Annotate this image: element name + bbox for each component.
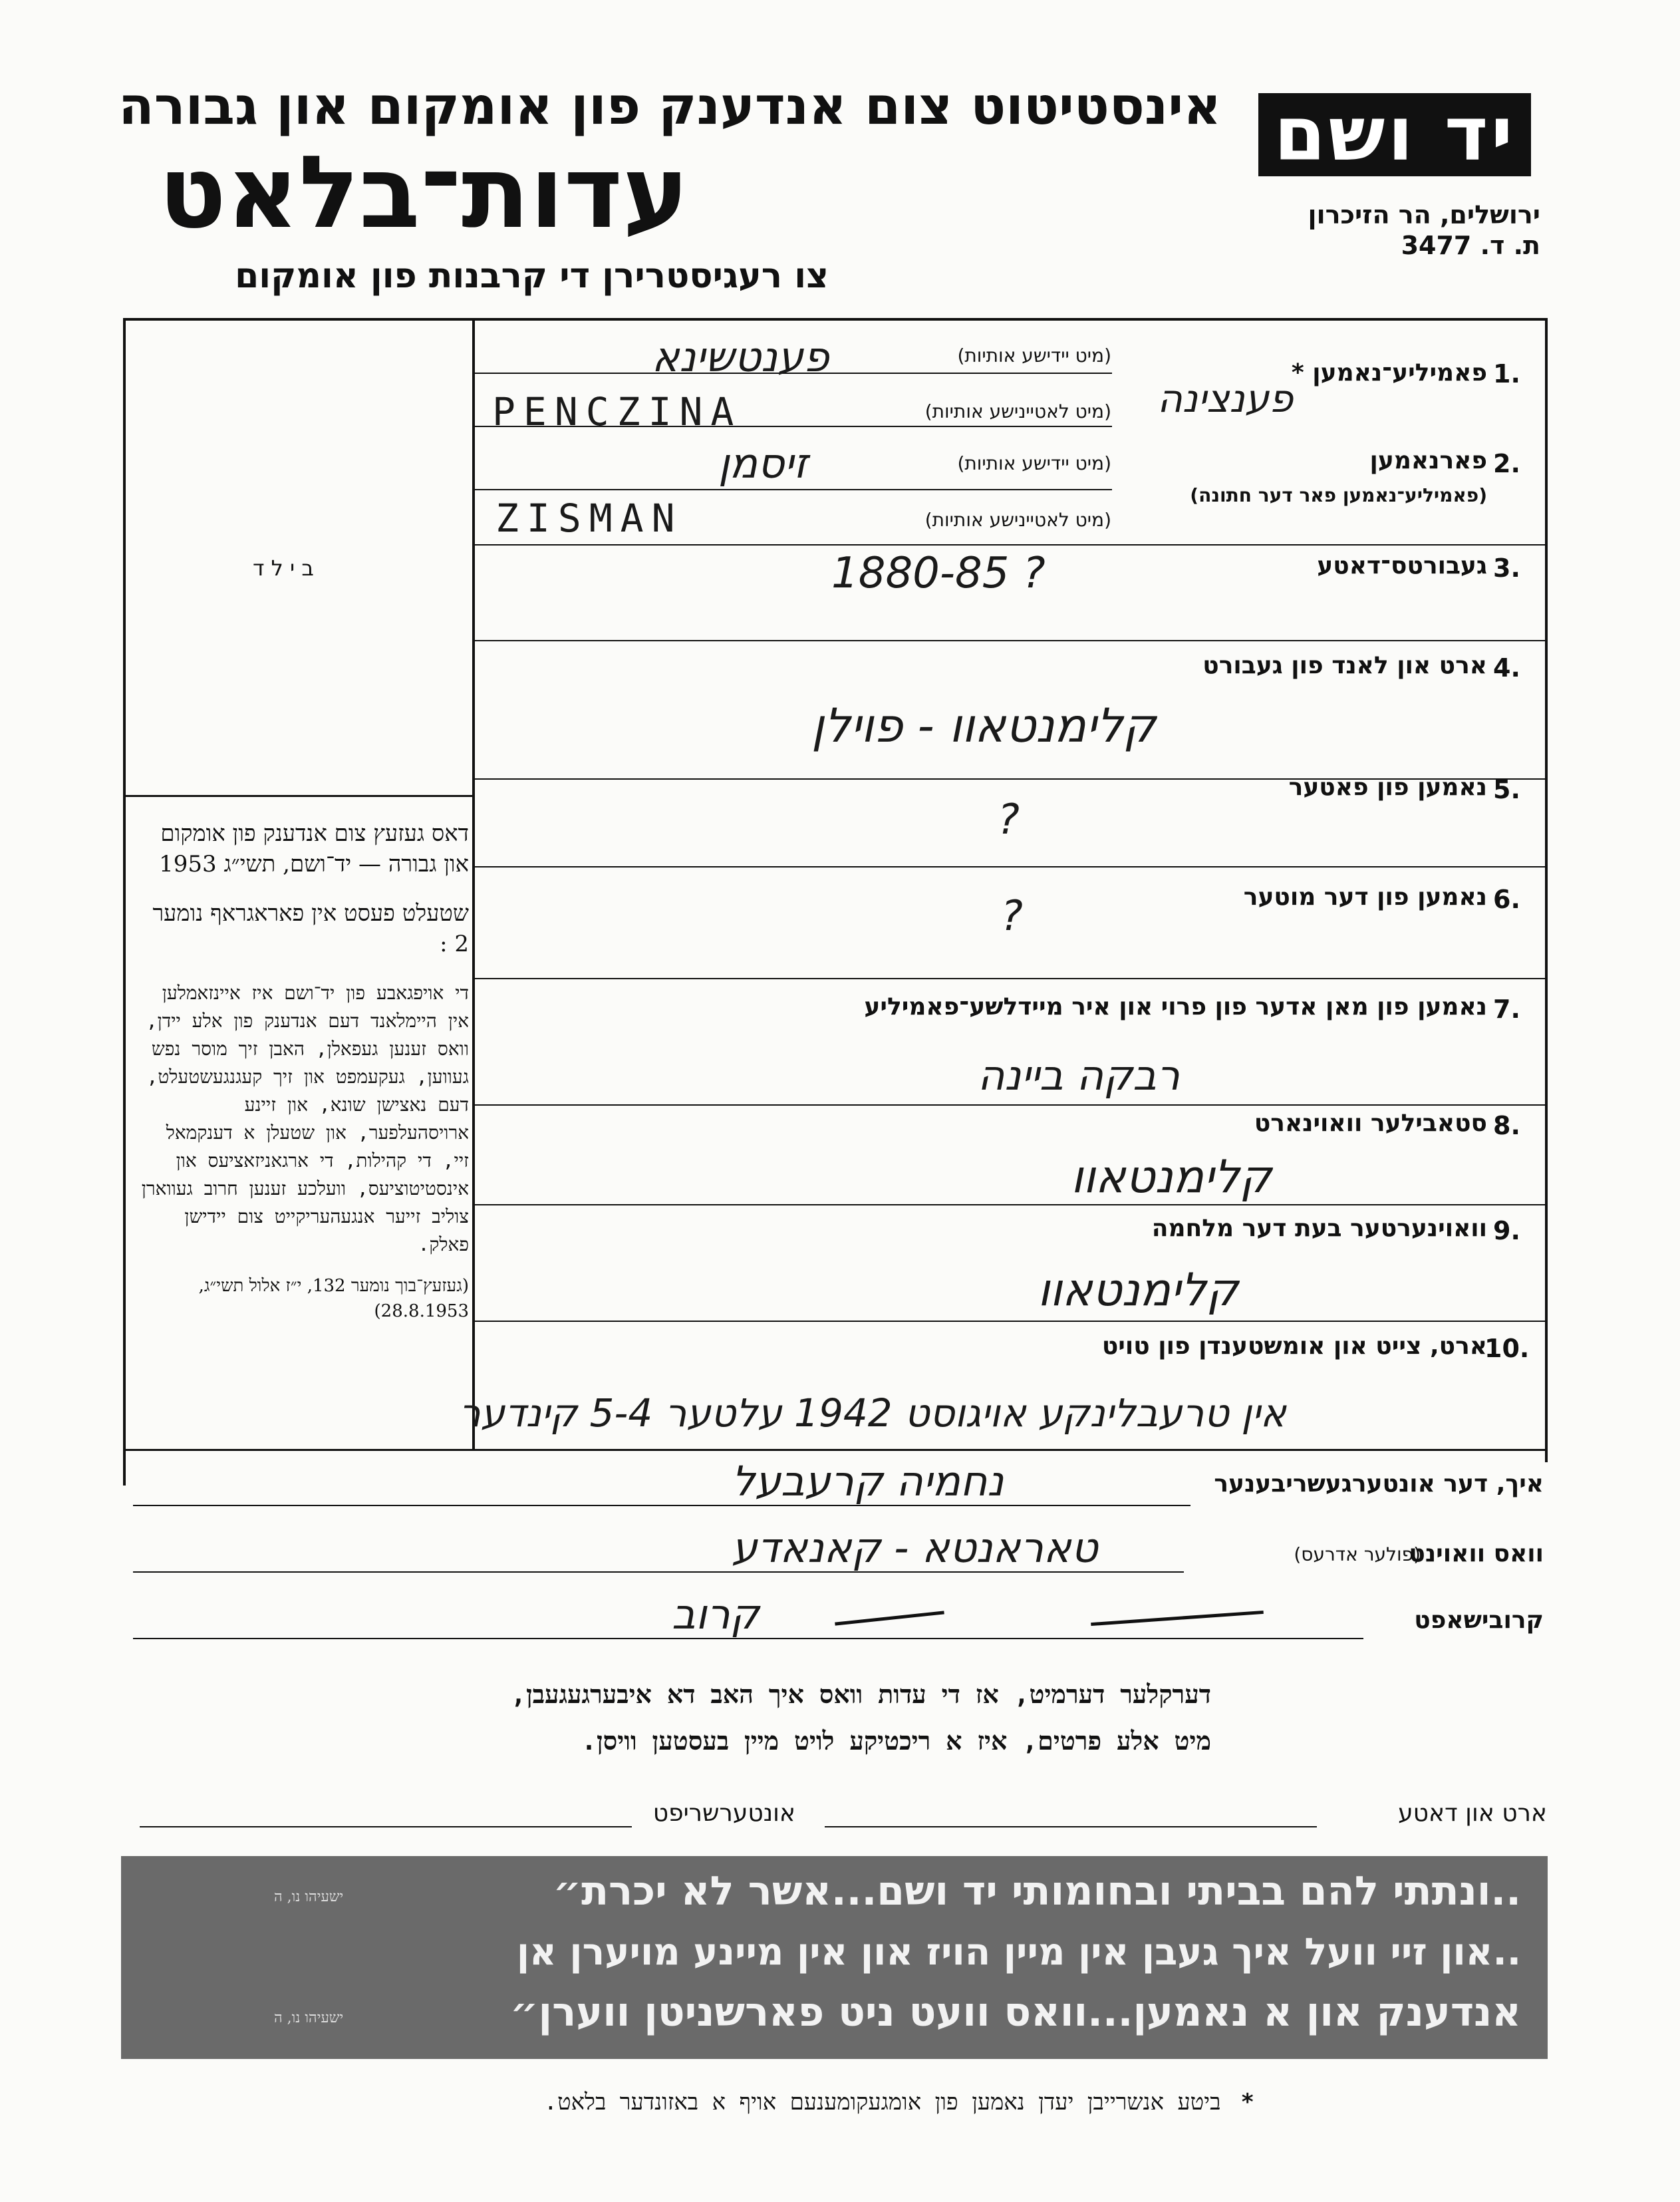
field-4-number: 4.: [1493, 653, 1520, 683]
field-5-number: 5.: [1493, 775, 1520, 804]
declarant-address-hint: (פולער אדרעס): [1294, 1543, 1421, 1565]
row-separator: [474, 1204, 1545, 1205]
address-pobox: ת. ד. 3477: [1401, 231, 1540, 260]
field-3-number: 3.: [1493, 553, 1520, 583]
law-box: [133, 818, 469, 1324]
field-9-value: קלימנטאוו: [1038, 1264, 1239, 1317]
field-3-value: 1880-85 ?: [831, 549, 1046, 598]
footnote-text: ביטע אנשרייבן יעדן נאמען פון אומגעקומענעם אויף א באזונדער בלאט.: [543, 2089, 1221, 2116]
footnote: [544, 2089, 1254, 2116]
divider-photo: [472, 318, 475, 1449]
field-6-value: ?: [1001, 891, 1023, 940]
strikeout: [835, 1611, 944, 1625]
banner-source-3: ישעיהו נו, ה: [274, 2010, 344, 2026]
field-7-number: 7.: [1493, 995, 1520, 1024]
field-9-label: וואוינערטער בעת דער מלחמה: [1151, 1215, 1487, 1242]
relation-label: קרובישאפט: [1414, 1607, 1544, 1634]
page-subtitle: צו רעגיסטרירן די קרבנות פון אומקום: [235, 256, 829, 296]
law-box-p1: דאס געזעץ צום אנדענק פון אומקום און גבורה — יד־ושם, תשי״ג 1953: [159, 820, 469, 877]
field-2-yiddish-hint: (מיט יידישע אותיות): [957, 452, 1111, 474]
field-2-value-yiddish: זיסמן: [718, 439, 808, 488]
field-1-latin-hint: (מיט לאטיינישע אותיות): [924, 400, 1111, 422]
law-box-p2: שטעלט פעסט אין פאראגראף נומער 2 :: [152, 900, 469, 957]
law-box-p3: די אויפגאבע פון יד־ושם איז איינזאמלען אין היימלאנד דעם אנדענק פון אלע יידן, וואס זענען געפאלן, האבן זיך מוסר נפש געווען, געקעמפט און זיך קעגנגעשטעלט, דעם נאצישן שונא, און זיינע ארויסהעלפער, און שטעלן א דענקמאל זיי, די קהילות, די ארגאניזאציעס און אינסטיטוציעס, וועלכע זענען חרוב געווארן צוליב זייער אנגעהעריקייט צום יידישן פאלק.: [141, 982, 469, 1255]
field-1-value-yiddish: פענטשינא: [652, 333, 829, 381]
writing-line: [474, 489, 1112, 490]
declarant-name-label: איך, דער אונטערגעשריבענער: [1214, 1470, 1544, 1497]
row-separator: [474, 640, 1545, 641]
field-2-number: 2.: [1493, 449, 1520, 478]
banner-source-1: ישעיהו נו, ה: [274, 1889, 344, 1905]
field-10-label: ארט, צייט און אומשטענדן פון טויט: [1101, 1333, 1487, 1360]
row-separator: [474, 544, 1545, 546]
banner-line-3: אנדענק און א נאמען...וואס וועט ניט פארשניטן ווערן״: [509, 1989, 1521, 2036]
page-title: עדות־בלאט: [158, 135, 689, 251]
declarant-address-value: טאראנטא - קאנאדע: [732, 1523, 1098, 1572]
field-8-number: 8.: [1493, 1111, 1520, 1140]
field-7-value: רבקה ביינה: [978, 1051, 1180, 1100]
field-2-value-latin: ZISMAN: [495, 496, 683, 541]
field-10-number: 10.: [1484, 1334, 1530, 1363]
photo-bottom: [123, 795, 474, 797]
banner-line-2: ..און זיי וועל איך געבן אין מיין הויז און אין מיינע מויערן אן: [516, 1931, 1521, 1974]
field-3-label: געבורטס־דאטע: [1317, 552, 1487, 579]
field-4-label: ארט און לאנד פון געבורט: [1202, 652, 1487, 679]
row-separator: [474, 1104, 1545, 1106]
field-2-label: פארנאמען: [1369, 447, 1487, 474]
yad-vashem-logo: יד ושם: [1258, 93, 1531, 176]
declarant-name-value: נחמיה קרעבעל: [732, 1457, 1004, 1505]
field-4-value: קלימנטאוו - פוילן: [811, 699, 1157, 753]
declarant-name-line: [133, 1505, 1190, 1506]
banner-line-1: ..ונתתי להם בביתי ובחומותי יד ושם...אשר לא יכרת״: [553, 1868, 1521, 1915]
address-city: ירושלים, הר הזיכרון: [1308, 200, 1540, 230]
strikeout: [1091, 1611, 1264, 1626]
field-10-value: אין טרעבלינקע אויגוסט 1942 עלטער 5-4 קינדער: [459, 1390, 1286, 1436]
row-separator: [474, 1321, 1545, 1322]
field-7-label: נאמען פון מאן אדער פון פרוי און איר מיידלשע־פאמיליע: [864, 993, 1487, 1021]
footnote-mark: *: [1240, 2089, 1254, 2116]
field-8-label: סטאבילער וואוינארט: [1254, 1110, 1487, 1137]
field-1-yiddish-hint: (מיט יידישע אותיות): [957, 345, 1111, 367]
field-6-label: נאמען פון דער מוטער: [1243, 883, 1487, 911]
place-date-label: ארט און דאטע: [1398, 1800, 1547, 1827]
declaration-line-1: דערקלער דערמיט, אז די עדות וואס איך האב דא איבערגעגעבן,: [511, 1680, 1211, 1709]
field-9-number: 9.: [1493, 1216, 1520, 1245]
field-2-sub-label: (פאמיליע־נאמען פאר דער חתונה): [1190, 484, 1487, 506]
address: [1308, 200, 1540, 261]
declaration-line-2: מיט אלע פרטים, איז א ריכטיקע לויט מיין בעסטען וויסן.: [581, 1726, 1211, 1756]
field-1-value-margin: פענצינה: [1157, 376, 1294, 421]
divider-bottom: [123, 1449, 1548, 1451]
photo-label: ב י ל ד: [253, 555, 314, 581]
signature-line: [140, 1826, 632, 1827]
field-8-value: קלימנטאוו: [1071, 1151, 1272, 1203]
field-1-value-latin: PENCZINA: [492, 389, 742, 434]
frame-right: [1545, 318, 1548, 1462]
field-1-number: 1.: [1493, 359, 1520, 389]
declarant-address-label: וואס וואוינט: [1409, 1540, 1544, 1567]
row-separator: [474, 978, 1545, 979]
place-date-line: [825, 1826, 1317, 1827]
frame-left: [123, 318, 126, 1486]
field-1-label: פאמיליע־נאמען *: [1291, 359, 1487, 387]
signature-label: אונטערשריפט: [652, 1800, 795, 1827]
field-6-number: 6.: [1493, 885, 1520, 914]
relation-value: קרוב: [672, 1590, 760, 1639]
field-5-label: נאמען פון פאטער: [1288, 774, 1487, 801]
law-box-p4: (געזעץ־בוך נומער 132, י״ז אלול תשי״ג, 28.8.1953): [198, 1276, 469, 1321]
frame-top: [123, 318, 1548, 321]
institute-name: אינסטיטוט צום אנדענק פון אומקום און גבורה: [118, 77, 1221, 136]
field-5-value: ?: [998, 795, 1020, 844]
quote-banner: [121, 1856, 1548, 2059]
row-separator: [474, 866, 1545, 867]
field-2-latin-hint: (מיט לאטיינישע אותיות): [924, 509, 1111, 531]
